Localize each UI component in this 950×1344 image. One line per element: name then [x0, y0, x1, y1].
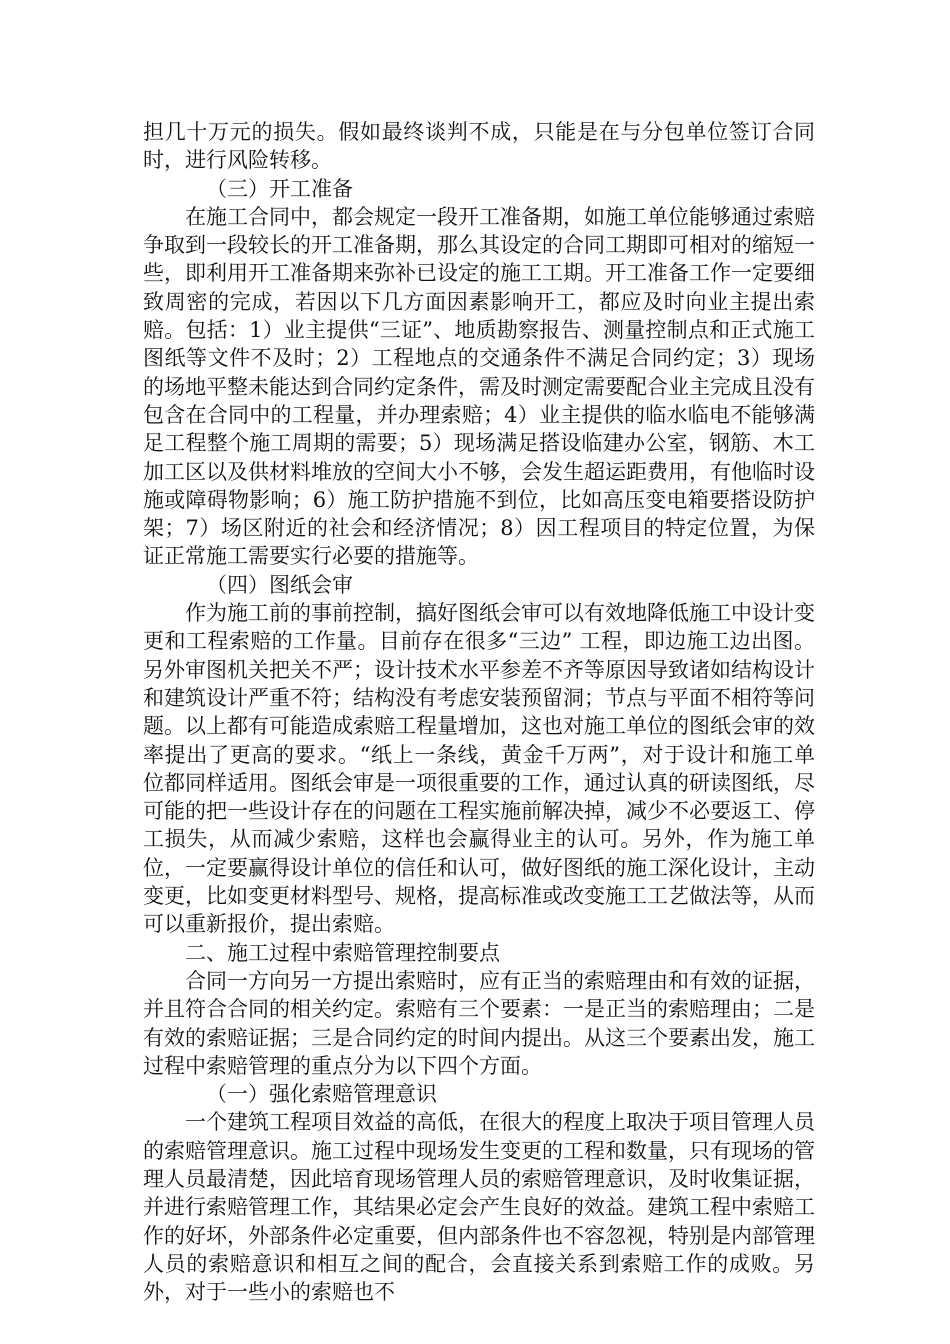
chapter-heading-construction-claims: 二、施工过程中索赔管理控制要点	[185, 940, 500, 965]
paragraph-tuzhi-huishen: 作为施工前的事前控制，搞好图纸会审可以有效地降低施工中设计变更和工程索赔的工作量。目前存在很多“三边” 工程，即边施工边出图。另外审图机关把关不严；设计技术水平参差不齐等原因导致诸如结构设计和建筑设计严重不符；结构没有考虑安装预留洞；节点与平面不相符等问题。以上都有可能造成索赔工程量增加，这也对施工单位的图纸会审的效率提出了更高的要求。“纸上一条线，黄金千万两”，对于设计和施工单位都同样适用。图纸会审是一项很重要的工作，通过认真的研读图纸，尽可能的把一些设计存在的问题在工程实施前解决掉，减少不必要返工、停工损失，从而减少索赔，这样也会赢得业主的认可。另外，作为施工单位，一定要赢得设计单位的信任和认可，做好图纸的施工深化设计，主动变更，比如变更材料型号、规格，提高标准或改变施工工艺做法等，从而可以重新报价，提出索赔。	[143, 601, 815, 937]
paragraph-kaigong-zhunbei: 在施工合同中，都会规定一段开工准备期，如施工单位能够通过索赔争取到一段较长的开工准备期，那么其设定的合同工期即可相对的缩短一些，即利用开工准备期来弥补已设定的施工工期。开工准备工作一定要细致周密的完成，若因以下几方面因素影响开工，都应及时向业主提出索赔。包括：1）业主提供“三证”、地质勘察报告、测量控制点和正式施工图纸等文件不及时；2）工程地点的交通条件不满足合同约定；3）现场的场地平整未能达到合同约定条件，需及时测定需要配合业主完成且没有包含在合同中的工程量，并办理索赔；4）业主提供的临水临电不能够满足工程整个施工周期的需要；5）现场满足搭设临建办公室，钢筋、木工加工区以及供材料堆放的空间大小不够，会发生超运距费用，有他临时设施或障碍物影响；6）施工防护措施不到位，比如高压变电箱要搭设防护架；7）场区附近的社会和经济情况；8）因工程项目的特定位置，为保证正常施工需要实行必要的措施等。	[143, 204, 815, 569]
paragraph-claim-elements: 合同一方向另一方提出索赔时，应有正当的索赔理由和有效的证据，并且符合合同的相关约定。索赔有三个要素：一是正当的索赔理由；二是有效的索赔证据；三是合同约定的时间内提出。从这三个要素出发，施工过程中索赔管理的重点分为以下四个方面。	[143, 968, 815, 1078]
paragraph-continued: 担几十万元的损失。假如最终谈判不成，只能是在与分包单位签订合同时，进行风险转移。	[143, 120, 815, 173]
section-heading-claim-awareness: （一）强化索赔管理意识	[206, 1082, 437, 1107]
paragraph-claim-awareness: 一个建筑工程项目效益的高低，在很大的程度上取决于项目管理人员的索赔管理意识。施工过程中现场发生变更的工程和数量，只有现场的管理人员最清楚，因此培育现场管理人员的索赔管理意识，及时收集证据，并进行索赔管理工作，其结果必定会产生良好的效益。建筑工程中索赔工作的好坏，外部条件必定重要，但内部条件也不容忽视，特别是内部管理人员的索赔意识和相互之间的配合，会直接关系到索赔工作的成败。另外，对于一些小的索赔也不	[143, 1110, 815, 1305]
document-body	[143, 118, 815, 1306]
section-heading-tuzhi-huishen: （四）图纸会审	[206, 572, 353, 597]
section-heading-kaigong-zhunbei: （三）开工准备	[206, 176, 353, 201]
